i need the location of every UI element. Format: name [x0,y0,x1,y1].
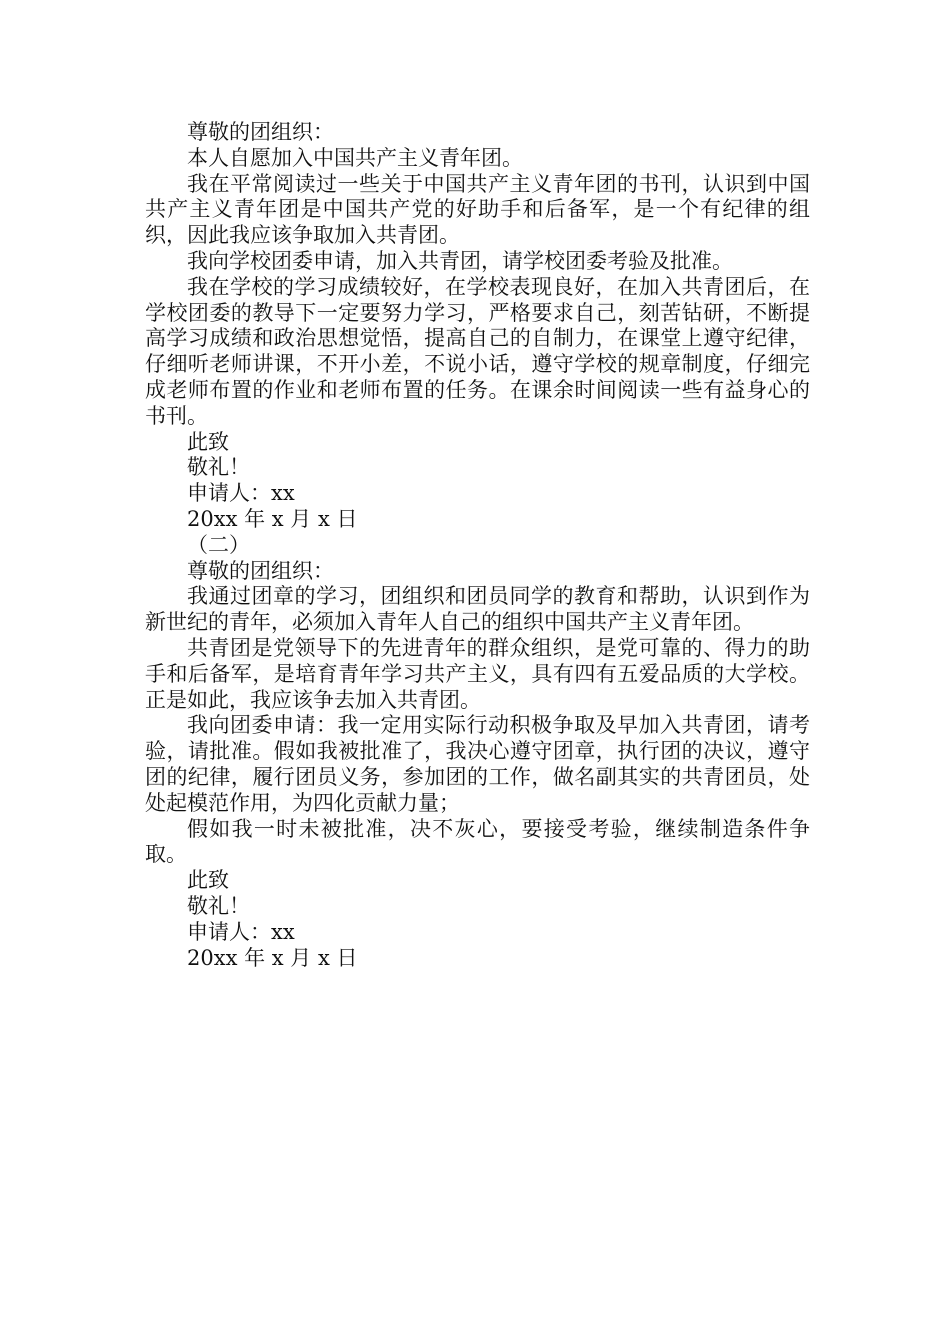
paragraph: 共青团是党领导下的先进青年的群众组织，是党可靠的、得力的助手和后备军，是培育青年学习共产主义，具有四有五爱品质的大学校。正是如此，我应该争去加入共青团。 [145,635,810,712]
paragraph: 我在平常阅读过一些关于中国共产主义青年团的书刊，认识到中国共产主义青年团是中国共产党的好助手和后备军，是一个有纪律的组织，因此我应该争取加入共青团。 [145,171,810,248]
salutation: 尊敬的团组织： [187,120,334,144]
paragraph: 假如我一时未被批准，决不灰心，要接受考验，继续制造条件争取。 [145,816,810,867]
date-line: 20xx 年 x 月 x 日 [187,945,358,970]
paragraph: 我通过团章的学习，团组织和团员同学的教育和帮助，认识到作为新世纪的青年，必须加入青年人自己的组织中国共产主义青年团。 [145,584,810,635]
closing-line: 此致 [187,868,229,893]
closing-line: 敬礼！ [187,893,250,918]
closing-line: 此致 [187,429,229,454]
closing-line: 敬礼！ [187,455,250,480]
paragraph: 我在学校的学习成绩较好，在学校表现良好，在加入共青团后，在学校团委的教导下一定要努力学习，严格要求自己，刻苦钻研，不断提高学习成绩和政治思想觉悟，提高自己的自制力，在课堂上遵守纪律，仔细听老师讲课，不开小差，不说小话，遵守学校的规章制度，仔细完成老师布置的作业和老师布置的任务。在课余时间阅读一些有益身心的书刊。 [145,274,810,428]
date-line: 20xx 年 x 月 x 日 [187,506,358,531]
salutation: 尊敬的团组织： [187,558,334,583]
paragraph: 本人自愿加入中国共产主义青年团。 [187,145,523,170]
section-heading: （二） [187,532,250,557]
paragraph: 我向团委申请：我一定用实际行动积极争取及早加入共青团，请考验，请批准。假如我被批准了，我决心遵守团章，执行团的决议，遵守团的纪律，履行团员义务，参加团的工作，做名副其实的共青团员，处处起模范作用，为四化贡献力量； [145,713,810,815]
document-body [145,120,810,971]
applicant-line: 申请人：xx [187,481,295,506]
paragraph: 我向学校团委申请，加入共青团，请学校团委考验及批准。 [187,248,733,273]
applicant-line: 申请人：xx [187,919,295,944]
